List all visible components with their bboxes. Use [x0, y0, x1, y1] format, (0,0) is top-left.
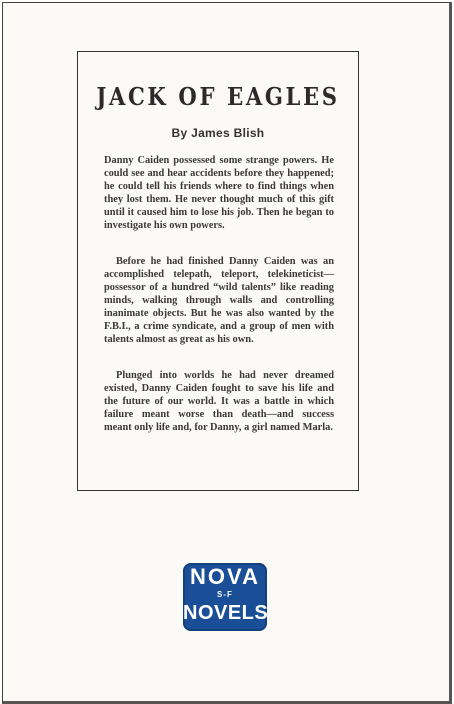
- paragraph-3: Plunged into worlds he had never dreamed existed, Danny Caiden fought to save his life and the future of our world. It was a battle in which failure meant worse than death—and success meant only life and, for Danny, a girl named Marla.: [104, 370, 334, 433]
- page: [2, 2, 452, 704]
- author-byline: By James Blish: [171, 126, 265, 140]
- blurb-text: [104, 154, 334, 457]
- logo-nova-text: NOVA: [190, 564, 260, 589]
- paragraph-2: Before he had finished Danny Caiden was an accomplished telepath, teleport, telekineticist—possessor of a hundred “wild talents” like reading minds, walking through walls and controlling inanimate objects. But he was also wanted by the F.B.I., a crime syndicate, and a group of men with talents almost as great as his own.: [104, 256, 334, 345]
- book-title: JACK OF EAGLES: [96, 82, 340, 111]
- nova-sf-novels-logo: [183, 563, 267, 631]
- logo-sf-text: S-F: [217, 590, 233, 599]
- logo-novels-text: NOVELS: [183, 602, 269, 624]
- blurb-frame: [77, 51, 359, 491]
- paragraph-1: Danny Caiden possessed some strange powers. He could see and hear accidents before they happened; he could tell his friends where to find things when they lost them. He never thought much of this gift until it caused him to lose his job. Then he began to investigate his own powers.: [104, 155, 334, 231]
